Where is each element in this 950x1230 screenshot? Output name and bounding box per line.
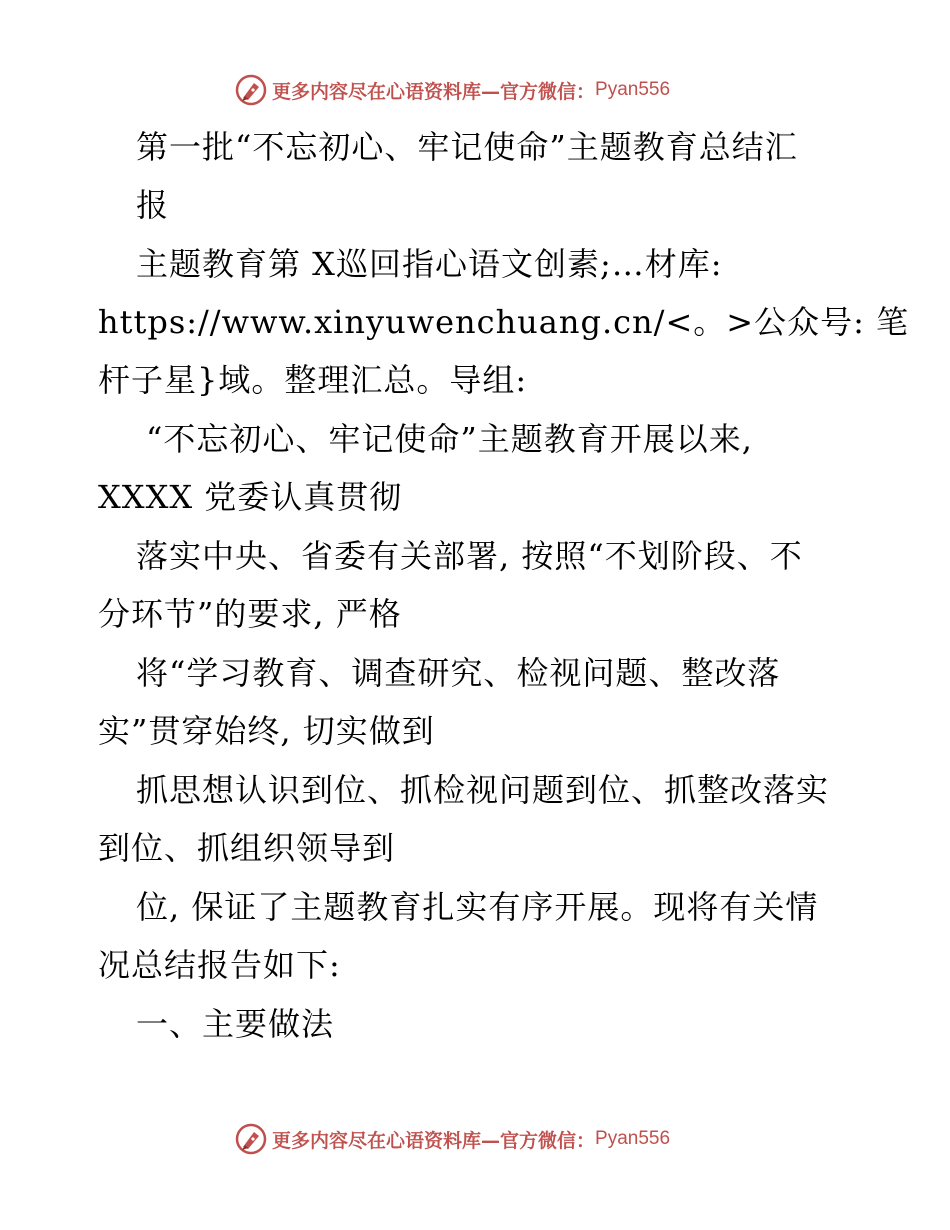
doc-title-line-1: 第一批“不忘初心、牢记使命”主题教育总结汇 — [136, 128, 798, 166]
header-watermark-banner — [234, 72, 670, 108]
doc-line: 到位、抓组织领导到 — [98, 829, 396, 867]
watermark-account: Pyan556 — [595, 1128, 671, 1149]
footer-watermark-banner — [234, 1121, 670, 1157]
doc-line: 主题教育第 X巡回指心语文创素;…材库: — [136, 245, 723, 283]
pen-nib-logo-icon — [234, 73, 268, 107]
pen-nib-logo-icon — [234, 1122, 268, 1156]
doc-line: 分环节”的要求, 严格 — [98, 595, 402, 633]
doc-line: 杆子星}域。整理汇总。导组: — [98, 361, 528, 399]
doc-line: XXXX 党委认真贯彻 — [98, 478, 403, 516]
doc-line: 况总结报告如下: — [98, 946, 341, 984]
doc-title-line-2: 报 — [136, 186, 170, 224]
doc-line: 将“学习教育、调查研究、检视问题、整改落 — [136, 654, 781, 692]
doc-line: 落实中央、省委有关部署, 按照“不划阶段、不 — [136, 537, 803, 575]
watermark-text: 更多内容尽在心语资料库—官方微信： — [272, 1129, 596, 1152]
section-heading: 一、主要做法 — [136, 1005, 335, 1043]
doc-line: 抓思想认识到位、抓检视问题到位、抓整改落实 — [136, 771, 830, 809]
watermark-text: 更多内容尽在心语资料库—官方微信： — [272, 80, 596, 103]
watermark-account: Pyan556 — [595, 79, 671, 100]
doc-line: 实”贯穿始终, 切实做到 — [98, 712, 435, 750]
doc-line: https://www.xinyuwenchuang.cn/<。>公众号: 笔 — [98, 303, 910, 341]
doc-line: 位, 保证了主题教育扎实有序开展。现将有关情 — [136, 888, 819, 926]
doc-line: “不忘初心、牢记使命”主题教育开展以来, — [146, 420, 753, 458]
